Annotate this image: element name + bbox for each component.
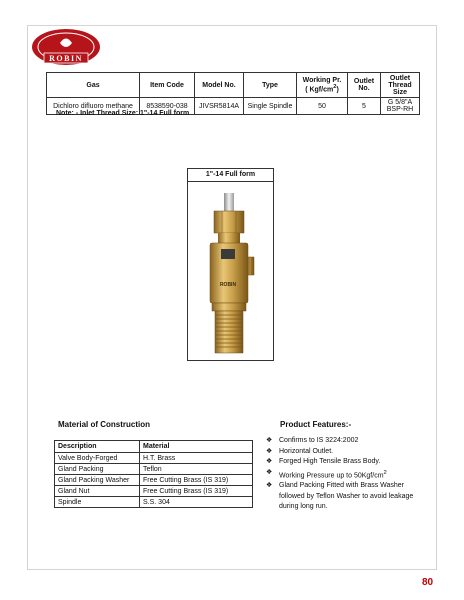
header-gas: Gas (47, 73, 140, 98)
valve-body-label: ROBIN (219, 282, 237, 288)
header-outlet-thread-size (381, 73, 420, 98)
header-item-code: Item Code (140, 73, 195, 98)
header-outlet-line2: No. (358, 85, 370, 92)
materials-header-row (55, 441, 253, 453)
header-model-no: Model No. (195, 73, 244, 98)
list-item (266, 481, 426, 513)
materials-table (54, 440, 253, 508)
feature-text: Forged High Tensile Brass Body. (279, 458, 381, 465)
materials-header-description: Description (55, 441, 140, 453)
cell-model-no: JIVSR5814A (195, 98, 244, 115)
robin-logo (30, 27, 102, 71)
cell-type: Single Spindle (244, 98, 297, 115)
feature-text: Confirms to IS 3224:2002 (279, 437, 359, 444)
material-description: Gland Packing Washer (55, 475, 140, 486)
bullet-icon: ❖ (266, 458, 273, 465)
header-thread-line2: Size (392, 88, 407, 96)
logo-text: ROBIN (49, 54, 83, 63)
material-description: Valve Body-Forged (55, 453, 140, 464)
bullet-icon: ❖ (266, 482, 273, 490)
features-title: Product Features:- (280, 420, 352, 429)
unit-superscript: 2 (333, 83, 337, 90)
header-thread-line1: Outlet Thread (388, 74, 412, 89)
table-row (55, 453, 253, 464)
inlet-thread-note: Note: - Inlet Thread Size: 1"-14 Full form (56, 110, 190, 117)
feature-text: Working Pressure up to 50Kgf/cm (279, 471, 384, 479)
material-description: Spindle (55, 497, 140, 508)
header-working-pressure (297, 73, 348, 98)
table-row (55, 464, 253, 475)
features-list (266, 436, 426, 513)
material-value: Free Cutting Brass (IS 319) (140, 486, 253, 497)
list-item (266, 457, 426, 468)
cell-outlet-no: 5 (348, 98, 381, 115)
valve-figure (187, 168, 274, 361)
feature-text: Horizontal Outlet. (279, 447, 334, 455)
header-working-pressure-line1: Working Pr. (302, 76, 342, 84)
material-value: Free Cutting Brass (IS 319) (140, 475, 253, 486)
material-description: Gland Packing (55, 464, 140, 475)
materials-header-material: Material (140, 441, 253, 453)
figure-caption: 1"-14 Full form (188, 169, 273, 182)
spec-table (46, 72, 420, 115)
header-working-pressure-close: ) (336, 86, 339, 94)
spec-header-row (47, 73, 420, 98)
cell-outlet-thread: G 5/8"A BSP-RH (381, 98, 420, 115)
table-row (55, 475, 253, 486)
list-item (266, 468, 426, 482)
header-outlet-line1: Outlet (353, 78, 375, 85)
header-working-pressure-unit: ( Kgf/cm (305, 86, 334, 94)
header-type: Type (244, 73, 297, 98)
material-description: Gland Nut (55, 486, 140, 497)
table-row (55, 497, 253, 508)
feature-text: Gland Packing Fitted with Brass Washer followed by Teflon Washer to avoid leakage during long run. (279, 482, 414, 511)
feature-superscript: 2 (383, 469, 387, 476)
bullet-icon: ❖ (266, 447, 273, 455)
list-item (266, 447, 426, 458)
cell-item-code: 8538590-038 (140, 98, 195, 115)
list-item (266, 436, 426, 447)
header-outlet-no (348, 73, 381, 98)
material-value: S.S. 304 (140, 497, 253, 508)
page-number: 80 (422, 577, 434, 588)
bullet-icon: ❖ (266, 468, 273, 476)
material-value: Teflon (140, 464, 253, 475)
cell-gas: Dichloro difluoro methane (47, 98, 140, 115)
bullet-icon: ❖ (266, 437, 273, 444)
valve-image (188, 181, 273, 360)
cell-working-pressure: 50 (297, 98, 348, 115)
table-row (55, 486, 253, 497)
materials-title: Material of Construction (58, 420, 151, 429)
material-value: H.T. Brass (140, 453, 253, 464)
